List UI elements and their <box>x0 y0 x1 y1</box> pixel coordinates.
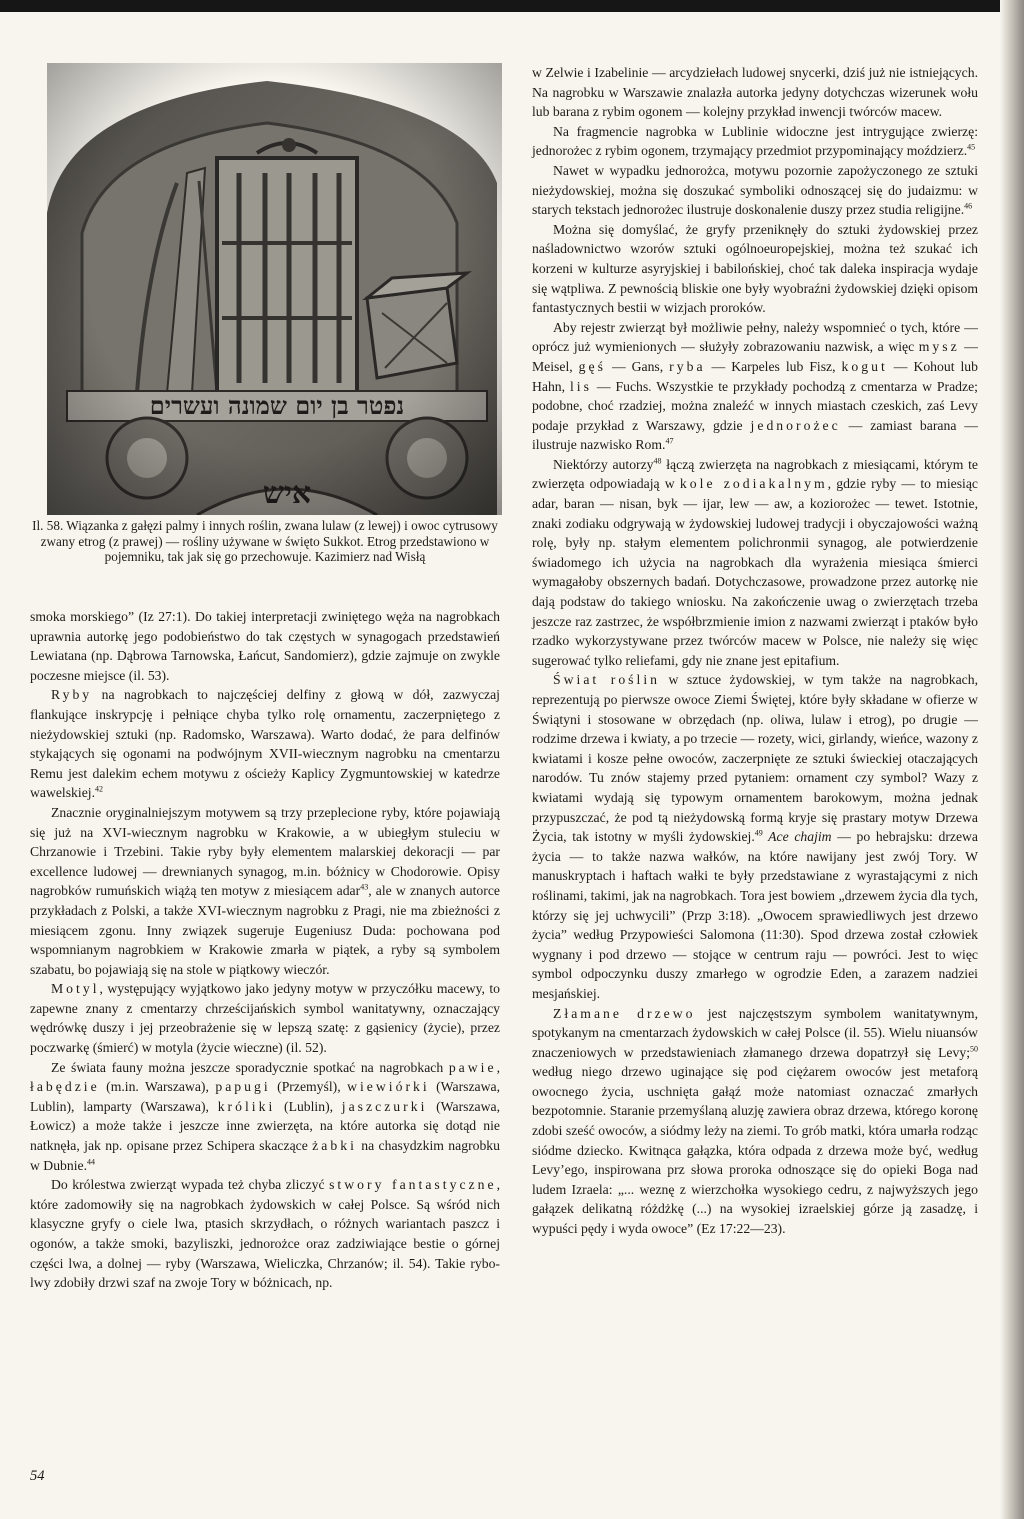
paragraph: Ze świata fauny można jeszcze sporadycznie spotkać na nagrobkach pawie, łabędzie (m.in. Warszawa), papugi (Przemyśl), wiewiórki (Warszawa, Lublin), lamparty (Warszawa), króliki (Lublin), jaszczurki (Warszawa, Łowicz) a może także i jeszcze inne zwierzęta, na które autorka się dotąd nie natknęła, jak np. opisane przez Schipera skaczące żabki na chasydzkim nagrobku w Dubnie.$^{44}$ <box>30 1059 500 1173</box>
footnote-ref: 47 <box>665 436 674 446</box>
tombstone-relief-photo <box>27 63 502 515</box>
footnote-ref: 46 <box>964 201 973 211</box>
spaced-term: wiewiórki <box>347 1079 430 1095</box>
spaced-term: pawie <box>448 1059 497 1075</box>
paragraph: Do królestwa zwierząt wypada też chyba zliczyć stwory fantastyczne, które zadomowiły się na nagrobkach żydowskich w całej Polsce. Są wśród nich klasyczne gryfy o ciele lwa, ptasich skrzydłach, o różnych wariantach paszcz i ogonów, a także smoki, bazyliszki, jednorożce oraz zadziwiające bestie o górnej części lwa, a dolnej — ryby (Warszawa, Wieliczka, Chrzanów; il. 54). Takie rybo-lwy zdobiły drzwi szaf na zwoje Tory w bóżnicach, np. <box>30 1177 500 1291</box>
left-text-column <box>30 607 500 1293</box>
page-number: 54 <box>30 1468 45 1484</box>
spaced-term: łabędzie <box>30 1079 100 1095</box>
spaced-term: Złamane drzewo <box>553 1005 696 1021</box>
paragraph: Ryby na nagrobkach to najczęściej delfiny z głową w dół, zazwyczaj flankujące inskrypcję i pełniące chyba tylko rolę ornamentu, zaczerpniętego z nieżydowskiej sztuki (np. Radomsko, Warszawa). Warto dodać, że para delfinów stykających się ogonami na podwójnym XVII-wiecznym nagrobku na cmentarzu Remu jest dalekim echem motywu z ościeży Kaplicy Zygmuntowskiej w katedrze wawelskiej.$^{42}$ <box>30 687 500 801</box>
right-text-column <box>532 63 978 1239</box>
footnote-ref: 50 <box>970 1044 978 1054</box>
footnote-ref: 43 <box>360 882 369 892</box>
spaced-term: Świat roślin <box>553 672 661 688</box>
spaced-term: Motyl <box>51 981 100 997</box>
paragraph: Złamane drzewo jest najczęstszym symbolem wanitatywnym, spotykanym na cmentarzach żydowskich w całej Polsce (il. 55). Wielu niuansów znaczeniowych w przedstawieniach złamanego drzewa dopatrzył się Levy;$^{50}$ według niego drzewo uginające się pod ciężarem owoców jest metaforą owocnego życia, uschnięta gałąź może natomiast oznaczać zmarłych bezpotomnie. Staranie przemyślaną aluzję zawiera obraz drzewa, którego koronę zdobi sześć owoców, a siódmy leży na ziemi. To grób matki, która umarła rodząc siódme dziecko. Kwitnąca gałązka, która odpada z drzewa może być, według Levy’ego, inspirowana prz słowa proroka odnoszące się do opieki Boga nad ludem Izraela: „... weznę z wierzchołka wysokiego cedru, z najwyższych jego gałązek delikatną różdżkę (...) na wysokiej izraelskiej górze ją zasadzę, i wypuści pędy i wyda owoce” (Ez 17:22—23). <box>532 1005 978 1237</box>
paragraph: Motyl, występujący wyjątkowo jako jedyny motyw w przyczółku macewy, to zapewne znany z cmentarzy chrześcijańskich symbol wanitatywny, oznaczający wędrówkę duszy i jej przeobrażenie się w lepszą szatę: z gąsienicy (życie), przez poczwarkę (śmierć) w motyla (życie wieczne) (il. 52). <box>30 981 500 1056</box>
spaced-term: Ryby <box>51 687 93 703</box>
spaced-term: kogut <box>841 358 888 374</box>
paragraph: Świat roślin w sztuce żydowskiej, w tym także na nagrobkach, reprezentują po pierwsze owoce Ziemi Świętej, które były składane w ofierze w Świątyni i stosowane w obrzędach (np. oliwa, lulaw i etrog), po drugie — rodzime drzewa i kwiaty, a po trzecie — rozety, wici, girlandy, wieńce, wazony z kwiatami i kosze pełne owoców, zaczerpnięte ze sztuki świeckiej otaczających narodów. Tu znów stajemy przed pytaniem: ornament czy symbol? Wazy z kwiatami wydają się typowym ornamentem barokowym, można jednak przypuszczać, że pod tą nieżydowską formą kryje się prastary motyw Drzewa Życia, tak istotny w myśli żydowskiej.$^{49}$ Ace chajim — po hebrajsku: drzewa życia — to także nazwa wałków, na które nawijany jest zwój Tory. W manuskryptach i haftach wałki te były przedstawiane z wyrastającymi z nich roślinami, takimi, jak na nagrobkach. Tora jest bowiem „drzewem życia dla tych, którzy się jej uchwycili” (Przp 3:18). „Owocem sprawiedliwych jest drzewo życia” według Przypowieści Salomona (11:30). Spod drzewa został człowiek wygnany i pod drzewo — stojące w centrum raju — powróci. Jest to więc symbol odpoczynku duszy zmarłego w ogrodzie Eden, a zarazem nadziei mesjańskiej. <box>532 672 978 1001</box>
spaced-term: papugi <box>215 1079 271 1095</box>
spaced-term: jaszczurki <box>341 1098 428 1114</box>
footnote-ref: 48 <box>653 456 662 466</box>
spaced-term: mysz <box>918 339 960 355</box>
paragraph: Na fragmencie nagrobka w Lublinie widoczne jest intrygujące zwierzę: jednorożec z rybim ogonem, trzymający przedmiot przypominający moździerz.$^{45}$ <box>532 123 978 159</box>
footnote-ref: 42 <box>95 784 103 794</box>
spaced-term: gęś <box>578 358 606 374</box>
footnote-ref: 49 <box>754 828 763 838</box>
italic-term: Ace chajim <box>762 829 832 845</box>
paragraph: Niektórzy autorzy$^{48}$ łączą zwierzęta na nagrobkach z miesiącami, którym te zwierzęta odpowiadają w kole zodiakalnym, gdzie ryby — to miesiąc adar, baran — nisan, byk — ijar, lew — aw, a koziorożec — tewet. Istotnie, znaki zodiaku odgrywają w żydowskiej ludowej tradycji i obyczajowości ważną rolę, były np. stałym elementem polichronmii synagog, ale potwierdzenie świadomego ich użycia na nagrobkach dla wyrażenia miesiąca śmierci wymagałoby obszernych badań. Dotychczasowe, prowadzone przez autorkę nie dają podstaw do takiego wniosku. Na zakończenie uwag o zwierzętach trzeba jeszcze raz zastrzec, że współbrzmienie imion z nazwami zwierząt i ptaków było rzadko wykorzystywane przez twórców macew w Polsce, nie należy się więc sugerować tylko reliefami, gdy nie znane jest epitafium. <box>532 456 978 668</box>
spaced-term: żabki <box>312 1138 357 1154</box>
spaced-term: króliki <box>217 1098 276 1114</box>
spaced-term: jednorożec <box>750 417 841 433</box>
footnote-ref: 45 <box>967 142 976 152</box>
spaced-term: ryba <box>669 358 706 374</box>
paragraph: Aby rejestr zwierząt był możliwie pełny, należy wspomnieć o tych, które — oprócz już wymienionych — służyły zobrazowaniu nazwisk, a więc mysz — Meisel, gęś — Gans, ryba — Karpeles lub Fisz, kogut — Kohout lub Hahn, lis — Fuchs. Wszystkie te przykłady pochodzą z cmentarza w Pradze; podobne, choć rzadziej, można znaleźć w innych miastach czeskich, zaś Levy podaje przykład z Warszawy, gdzie jednorożec — zamiast barana — ilustruje nazwisko Rom.$^{47}$ <box>532 319 978 453</box>
spaced-term: stwory fantastyczne <box>329 1177 497 1193</box>
figure-caption: Il. 58. Wiązanka z gałęzi palmy i innych roślin, zwana lulaw (z lewej) i owoc cytrusowy zwany etrog (z prawej) — rośliny używane w święto Sukkot. Etrog przedstawiono w pojemniku, tak jak się go przechowuje. Kazimierz nad Wisłą <box>32 518 498 565</box>
scan-top-edge <box>0 0 1024 12</box>
paragraph: Znacznie oryginalniejszym motywem są trzy przeplecione ryby, które pojawiają się już na XVI-wiecznym nagrobku w Krakowie, a w ubiegłym stuleciu w Chrzanowie i Trzebini. Takie ryby były elementem malarskiej dekoracji — par excellence ludowej — drewnianych synagog, m.in. bóżnicy w Chodorowie. Opisy nagrobków rumuńskich wiążą ten motyw z miesiącem adar$^{43}$, ale w znanych autorce przykładach z Polski, a także XVI-wiecznym nagrobku z Pragi, nie ma zbieżności z miesiącem zgonu. Inny związek sugeruje Eugeniusz Duda: pochowana pod wspomnianym nagrobkiem w Krakowie zmarła w piątek, a ryby są symbolem szabatu, bo pojawiają się na stole w piątkowy wieczór. <box>30 804 500 977</box>
paragraph: Można się domyślać, że gryfy przeniknęły do sztuki żydowskiej przez naśladownictwo wzorów sztuki ogólnoeuropejskiej, można też szukać ich korzeni w kulturze asyryjskiej i babilońskiej, choć tak daleka inspiracja wydaje się wątpliwa. Z pewnością bliskie one były wyobraźni żydowskiej dzięki opisom fantastycznych bestii w wizjach proroków. <box>532 221 978 316</box>
paragraph: Nawet w wypadku jednorożca, motywu pozornie zapożyczonego ze sztuki nieżydowskiej, można się doszukać symboliki odnoszącej się do judaizmu: w starych tekstach jednorożec ilustruje doskonalenie duszy przez studia religijne.$^{46}$ <box>532 162 978 218</box>
spaced-term: lis <box>569 378 592 394</box>
paragraph: smoka morskiego” (Iz 27:1). Do takiej interpretacji zwiniętego węża na nagrobkach uprawnia autorkę jego podobieństwo do tak częstych w synagogach przedstawień Lewiatana (np. Dąbrowa Tarnowska, Łańcut, Sandomierz), gdzie zajmuje on zwykle poczesne miejsce (il. 53). <box>30 609 500 683</box>
footnote-ref: 44 <box>87 1157 96 1167</box>
paragraph: w Zelwie i Izabelinie — arcydziełach ludowej snycerki, dziś już nie istniejących. Na nagrobku w Warszawie znalazła autorka jedyny dotychczas wizerunek wołu lub barana z rybim ogonem — kolejny przykład inwencji twórców macew. <box>532 65 978 120</box>
scan-right-edge <box>1000 0 1024 1519</box>
spaced-term: kole zodiakalnym <box>679 476 828 492</box>
